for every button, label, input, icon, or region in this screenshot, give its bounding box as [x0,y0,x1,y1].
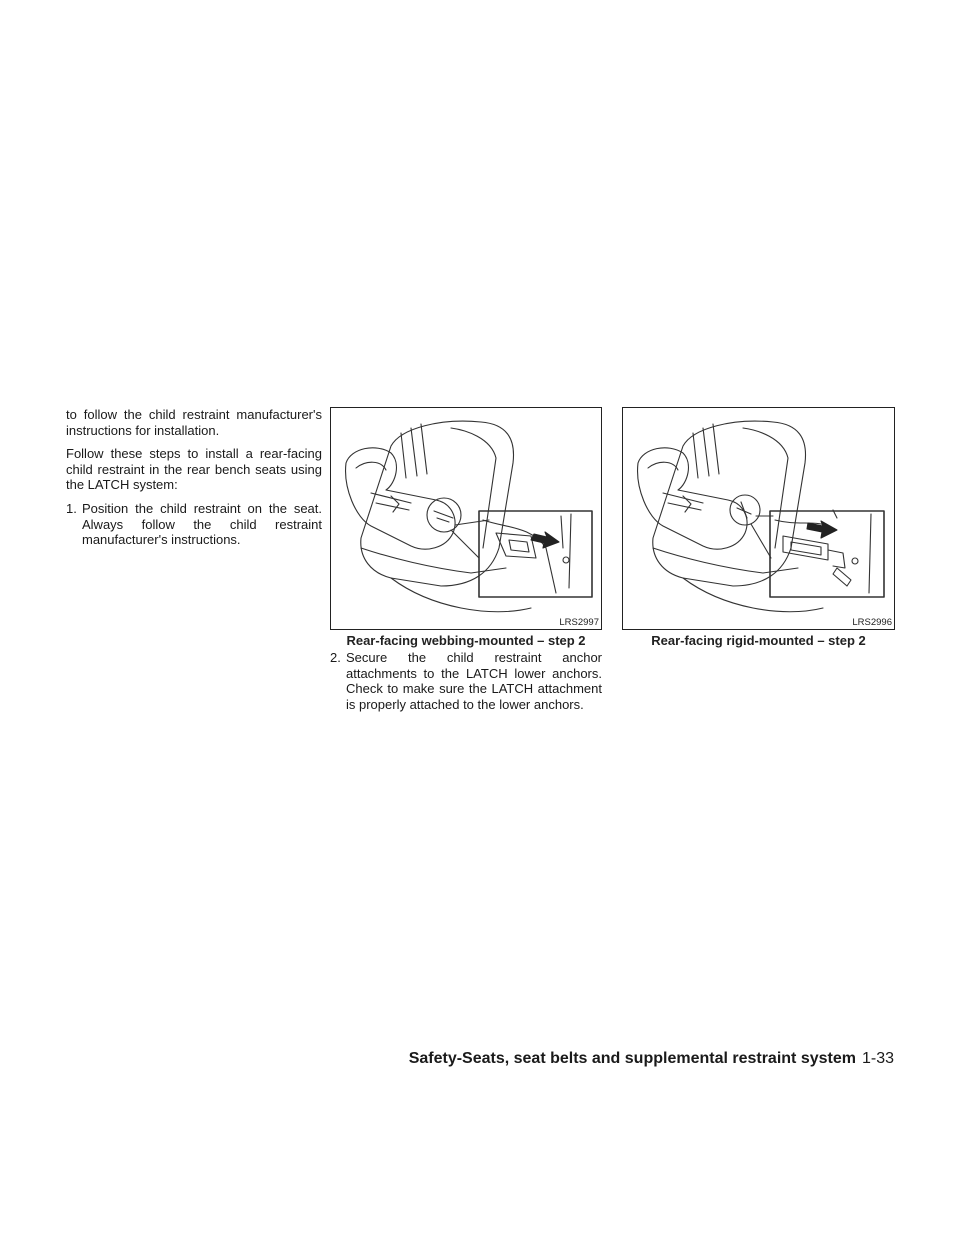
page-footer [409,1050,894,1068]
page-number: 1-33 [861,1050,894,1067]
step-1 [66,501,322,548]
figure-code: LRS2996 [852,617,892,628]
middle-column [330,650,602,712]
figure-code: LRS2997 [559,617,599,628]
step-2 [330,650,602,712]
child-seat-webbing-illustration [331,408,601,629]
left-column [66,407,322,548]
figure-caption-webbing: Rear-facing webbing-mounted – step 2 [346,633,586,648]
step-1-text: Position the child restraint on the seat. Always follow the child restraint manufacturer's instructions. [82,500,322,548]
step-2-text: Secure the child restraint anchor attachments to the LATCH lower anchors. Check to make sure the LATCH attachment is properly attached to the lower anchors. [346,650,602,712]
footer-section-title: Safety-Seats, seat belts and supplemental restraint system [408,1050,856,1067]
figure-caption-rigid: Rear-facing rigid-mounted – step 2 [651,633,866,648]
paragraph-continuation: to follow the child restraint manufacturer's instructions for installation. [66,407,322,438]
figure-rigid-mounted [622,407,895,630]
figure-webbing-mounted [330,407,602,630]
step-1-number: 1. [66,500,77,516]
paragraph-intro: Follow these steps to install a rear-facing child restraint in the rear bench seats using the LATCH system: [66,446,322,493]
child-seat-rigid-illustration [623,408,894,629]
step-2-number: 2. [330,650,341,665]
